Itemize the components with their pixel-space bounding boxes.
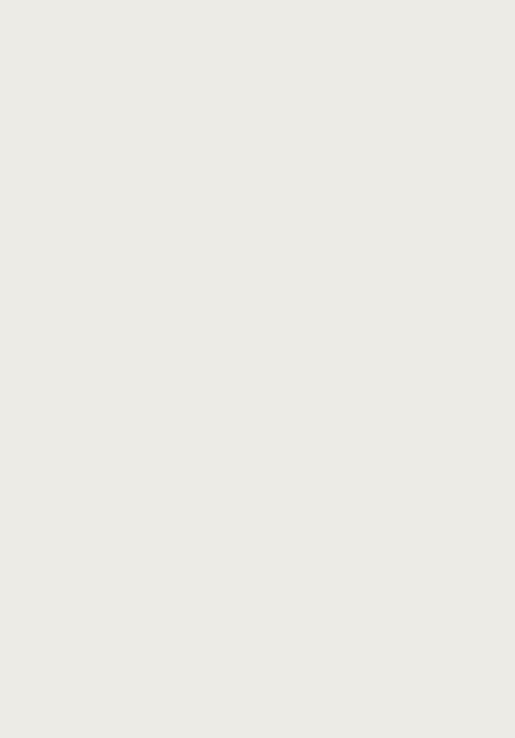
upper-text-block [27, 62, 475, 382]
lower-text-block [27, 398, 475, 703]
